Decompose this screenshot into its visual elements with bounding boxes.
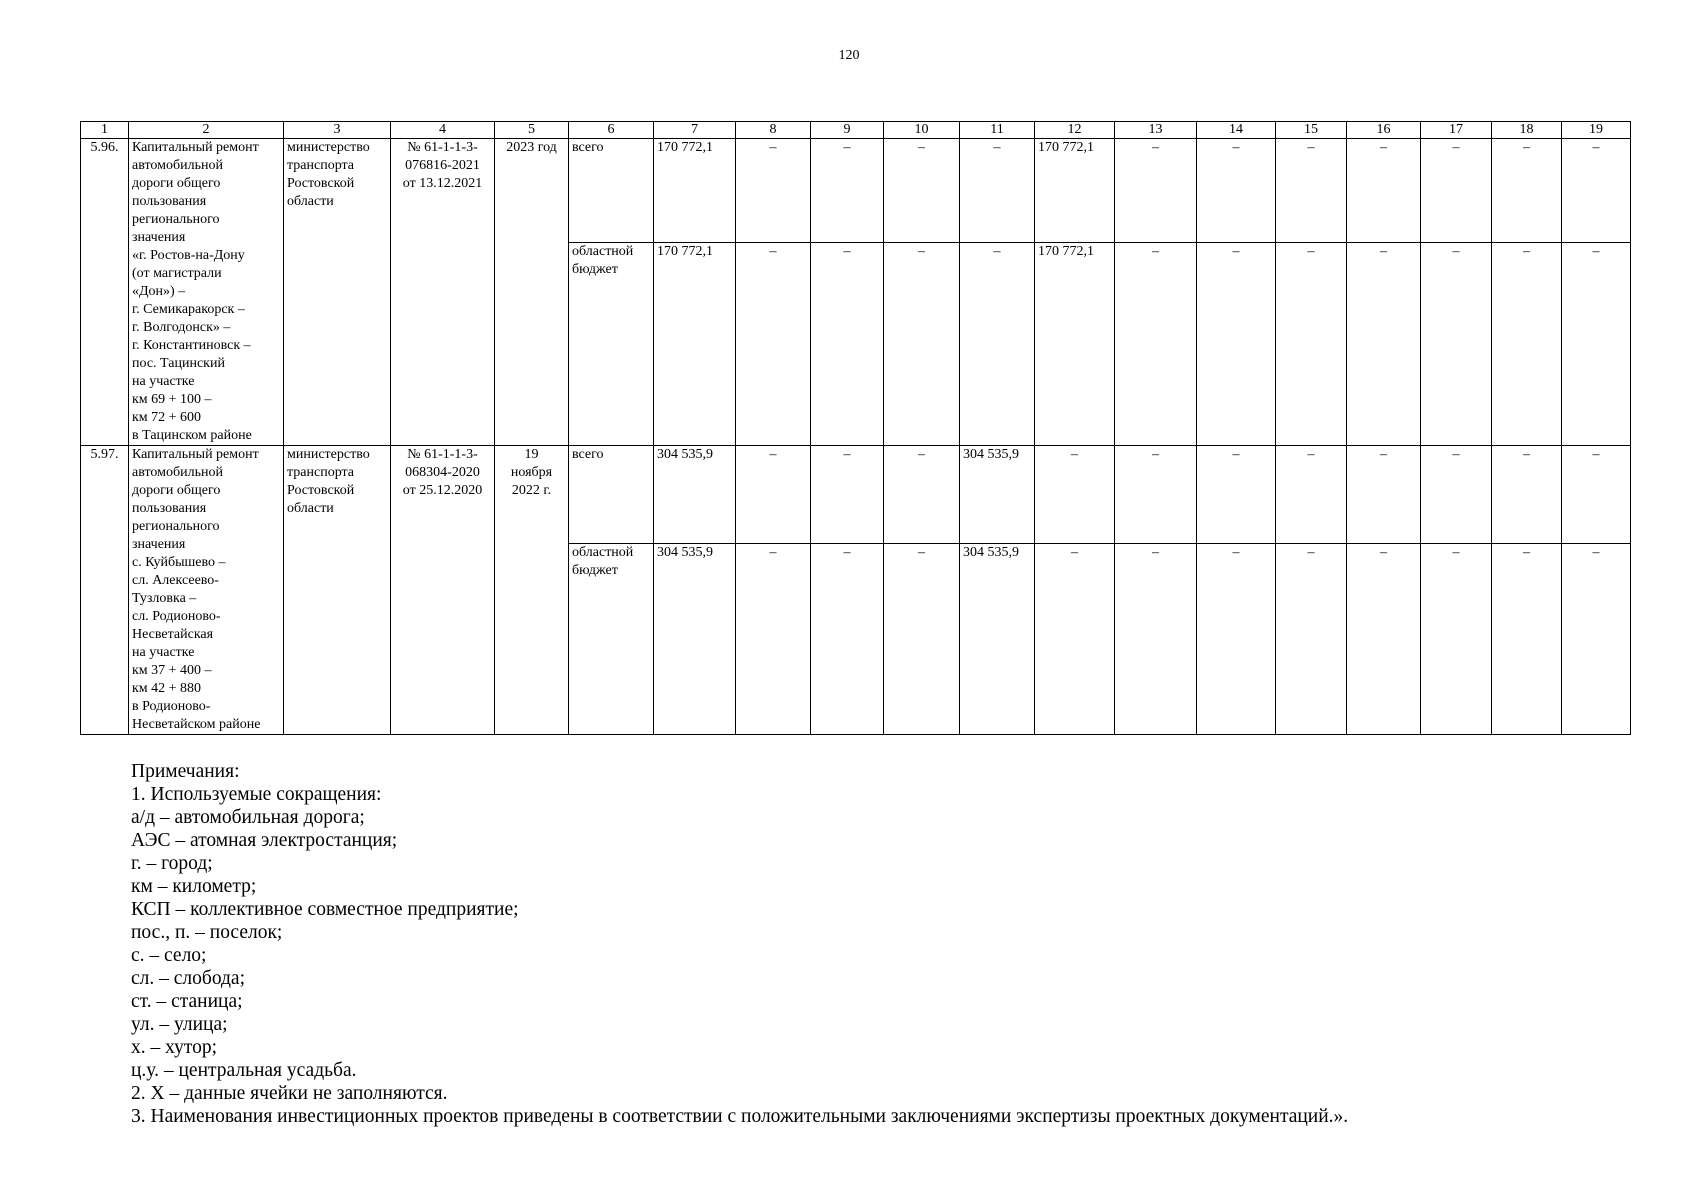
dash-cell: – [1197, 544, 1276, 735]
value-cell: 304 535,9 [960, 446, 1035, 544]
investment-projects-table [80, 121, 1631, 735]
note-line: а/д – автомобильная дорога; [131, 807, 365, 828]
dash-cell: – [1197, 446, 1276, 544]
value-cell: 170 772,1 [654, 243, 736, 446]
customer-cell: министерство транспорта Ростовской области [284, 446, 391, 735]
dash-cell: – [1347, 544, 1421, 735]
dash-cell: – [1421, 139, 1492, 243]
dash-cell: – [1347, 139, 1421, 243]
note-line: х. – хутор; [131, 1037, 218, 1058]
col-header: 10 [884, 122, 960, 139]
dash-cell: – [1347, 446, 1421, 544]
value-cell: 170 772,1 [1035, 139, 1115, 243]
dash-cell: – [1492, 139, 1562, 243]
col-header: 18 [1492, 122, 1562, 139]
col-header: 9 [811, 122, 884, 139]
dash-cell: – [736, 446, 811, 544]
dash-cell: – [811, 243, 884, 446]
value-cell: 304 535,9 [654, 544, 736, 735]
row-number: 5.96. [81, 139, 129, 446]
col-header: 15 [1276, 122, 1347, 139]
dash-cell: – [1276, 243, 1347, 446]
row-number: 5.97. [81, 446, 129, 735]
dash-cell: – [1035, 544, 1115, 735]
project-row-total [81, 139, 1631, 243]
dash-cell: – [811, 446, 884, 544]
dash-cell: – [1197, 243, 1276, 446]
customer-cell: министерство транспорта Ростовской области [284, 139, 391, 446]
note-line: сл. – слобода; [131, 968, 246, 989]
notes-title: Примечания: [131, 761, 240, 782]
col-header: 17 [1421, 122, 1492, 139]
dash-cell: – [1492, 446, 1562, 544]
value-cell: 304 535,9 [654, 446, 736, 544]
col-header: 8 [736, 122, 811, 139]
note-line: 2. Х – данные ячейки не заполняются. [131, 1083, 448, 1104]
dash-cell: – [736, 544, 811, 735]
note-line: ст. – станица; [131, 991, 243, 1012]
col-header: 13 [1115, 122, 1197, 139]
dash-cell: – [1421, 544, 1492, 735]
project-name: Капитальный ремонт автомобильной дороги общего пользования регионального значения с. Куйбышево – сл. Алексеево- Тузловка – сл. Родионово- Несветайская на участке км 37 + 400 – км 42 + 880 в Родионово- Несветайском районе [129, 446, 284, 735]
expertise-cell: № 61-1-1-3- 068304-2020 от 25.12.2020 [391, 446, 495, 735]
dash-cell: – [1115, 544, 1197, 735]
dash-cell: – [1562, 139, 1631, 243]
dash-cell: – [1347, 243, 1421, 446]
col-header: 7 [654, 122, 736, 139]
dash-cell: – [884, 446, 960, 544]
col-header: 4 [391, 122, 495, 139]
dash-cell: – [1421, 243, 1492, 446]
project-row-total [81, 446, 1631, 544]
col-header: 16 [1347, 122, 1421, 139]
dash-cell: – [1115, 139, 1197, 243]
dash-cell: – [1421, 446, 1492, 544]
source-cell: областной бюджет [569, 544, 654, 735]
dash-cell: – [884, 544, 960, 735]
col-header: 3 [284, 122, 391, 139]
value-cell: 170 772,1 [654, 139, 736, 243]
note-line: 1. Используемые сокращения: [131, 784, 382, 805]
dash-cell: – [736, 243, 811, 446]
value-cell: 170 772,1 [1035, 243, 1115, 446]
source-cell: всего [569, 139, 654, 243]
col-header: 19 [1562, 122, 1631, 139]
col-header: 11 [960, 122, 1035, 139]
dash-cell: – [811, 544, 884, 735]
term-cell: 2023 год [495, 139, 569, 446]
project-name: Капитальный ремонт автомобильной дороги общего пользования регионального значения «г. Ростов-на-Дону (от магистрали «Дон») – г. Семикаракорск – г. Волгодонск» – г. Константиновск – пос. Тацинский на участке км 69 + 100 – км 72 + 600 в Тацинском районе [129, 139, 284, 446]
note-line: КСП – коллективное совместное предприятие; [131, 899, 519, 920]
dash-cell: – [1562, 243, 1631, 446]
note-line: г. – город; [131, 853, 213, 874]
dash-cell: – [960, 139, 1035, 243]
col-header: 5 [495, 122, 569, 139]
dash-cell: – [1276, 139, 1347, 243]
col-header: 14 [1197, 122, 1276, 139]
dash-cell: – [1276, 446, 1347, 544]
dash-cell: – [736, 139, 811, 243]
term-cell: 19 ноября 2022 г. [495, 446, 569, 735]
page-number: 120 [838, 48, 860, 63]
source-cell: всего [569, 446, 654, 544]
dash-cell: – [1115, 243, 1197, 446]
dash-cell: – [1035, 446, 1115, 544]
dash-cell: – [884, 243, 960, 446]
source-cell: областной бюджет [569, 243, 654, 446]
dash-cell: – [1115, 446, 1197, 544]
column-number-row [81, 122, 1631, 139]
dash-cell: – [1276, 544, 1347, 735]
dash-cell: – [1562, 544, 1631, 735]
col-header: 6 [569, 122, 654, 139]
dash-cell: – [884, 139, 960, 243]
note-line: ц.у. – центральная усадьба. [131, 1060, 357, 1081]
dash-cell: – [1492, 243, 1562, 446]
dash-cell: – [960, 243, 1035, 446]
note-line: АЭС – атомная электростанция; [131, 830, 398, 851]
note-line: с. – село; [131, 945, 207, 966]
note-line: км – километр; [131, 876, 257, 897]
expertise-cell: № 61-1-1-3- 076816-2021 от 13.12.2021 [391, 139, 495, 446]
dash-cell: – [1197, 139, 1276, 243]
dash-cell: – [1492, 544, 1562, 735]
col-header: 1 [81, 122, 129, 139]
notes-block [131, 760, 1348, 1128]
note-line: пос., п. – поселок; [131, 922, 283, 943]
col-header: 2 [129, 122, 284, 139]
dash-cell: – [1562, 446, 1631, 544]
note-line: ул. – улица; [131, 1014, 228, 1035]
dash-cell: – [811, 139, 884, 243]
note-line: 3. Наименования инвестиционных проектов приведены в соответствии с положительными заключениями экспертизы проектных документаций.». [131, 1106, 1349, 1127]
value-cell: 304 535,9 [960, 544, 1035, 735]
col-header: 12 [1035, 122, 1115, 139]
